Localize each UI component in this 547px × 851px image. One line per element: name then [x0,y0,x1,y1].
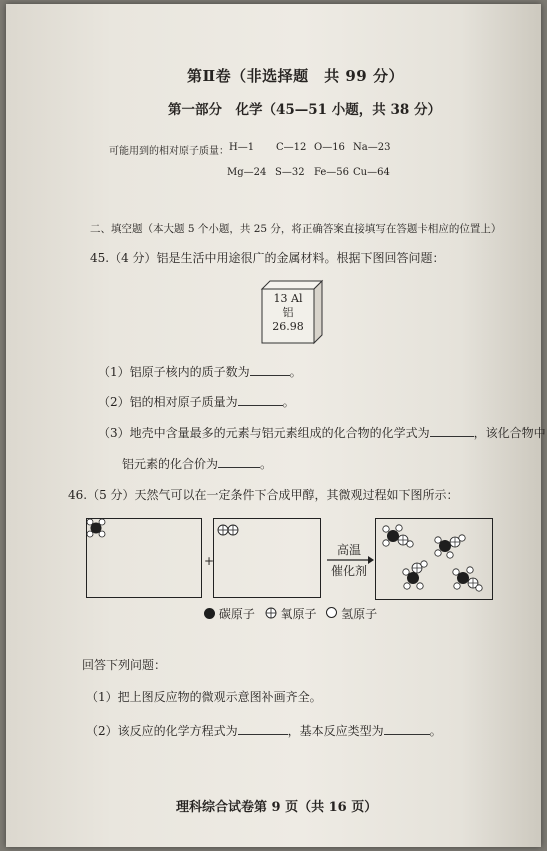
plus-sign: + [204,554,215,568]
element-mass: 26.98 [272,320,304,333]
answer-blank[interactable] [430,426,474,437]
q46-part2-mid: ，基本反应类型为 [287,724,384,738]
page-footer: 理科综合试卷第 9 页（共 16 页） [176,800,378,815]
q45-part3-end: ，该化合物中 [473,426,546,440]
reactant-box-2[interactable] [213,518,321,598]
q45-part1 [98,363,302,380]
mass-mg: Mg—24 [227,167,267,178]
answer-lead: 回答下列问题： [82,658,167,672]
mass-cu: Cu—64 [353,167,390,178]
q45-part2-end: 。 [282,395,295,409]
q46-part1: （1）把上图反应物的微观示意图补画齐全。 [86,690,322,704]
answer-blank[interactable] [238,395,283,406]
reactant-box-1[interactable] [86,518,202,598]
q46-part2 [86,722,442,739]
q45-part2-text: （2）铝的相对原子质量为 [98,395,238,409]
exam-page [6,4,546,847]
carbon-atom-icon [204,608,215,619]
methanol-molecules [375,518,493,600]
masses-label: 可能用到的相对原子质量： [109,146,229,157]
answer-blank[interactable] [250,365,290,376]
q45-part3-text: （3）地壳中含量最多的元素与铝元素组成的化合物的化学式为 [98,426,430,440]
q45-part3-line2 [122,455,272,472]
legend-oxygen: 氧原子 [280,607,317,621]
mass-c: C—12 [276,142,307,153]
mass-na: Na—23 [353,142,391,153]
q45-part3 [98,424,546,441]
answer-blank[interactable] [384,724,430,735]
section-heading: 二、填空题（本大题 5 个小题，共 25 分，将正确答案直接填写在答题卡相应的位置上） [90,223,502,235]
q45-stem: 45.（4 分）铝是生活中用途很广的金属材料。根据下图回答问题： [90,251,445,265]
q45-part3-line2-text: 铝元素的化合价为 [122,457,219,471]
answer-blank[interactable] [238,724,288,735]
q46-stem: 46.（5 分）天然气可以在一定条件下合成甲醇，其微观过程如下图所示： [68,488,459,502]
legend-hydrogen: 氢原子 [341,607,378,621]
paper-title: 第Ⅱ卷（非选择题 共 99 分） [187,67,404,85]
element-number-symbol: 13 Al [273,292,303,305]
answer-blank[interactable] [218,457,260,468]
condition-top: 高温 [337,543,362,557]
hydrogen-atom-icon [326,607,337,618]
condition-bottom: 催化剂 [331,564,368,578]
element-name: 铝 [282,306,294,319]
part-title: 第一部分 化学（45—51 小题，共 38 分） [168,102,441,118]
legend-carbon: 碳原子 [218,607,255,621]
q45-part1-text: （1）铝原子核内的质子数为 [98,365,250,379]
mass-fe: Fe—56 [314,167,350,178]
mass-s: S—32 [275,167,305,178]
q45-part1-end: 。 [289,365,302,379]
oxygen-atom-icon [265,607,277,619]
mass-o: O—16 [314,142,345,153]
q45-part3-line2-end: 。 [260,457,273,471]
element-info [262,292,314,334]
mass-h: H—1 [229,142,255,153]
q45-part2 [98,393,295,410]
q46-part2-end: 。 [429,724,442,738]
q46-part2-text: （2）该反应的化学方程式为 [86,724,238,738]
atom-legend [204,605,377,622]
